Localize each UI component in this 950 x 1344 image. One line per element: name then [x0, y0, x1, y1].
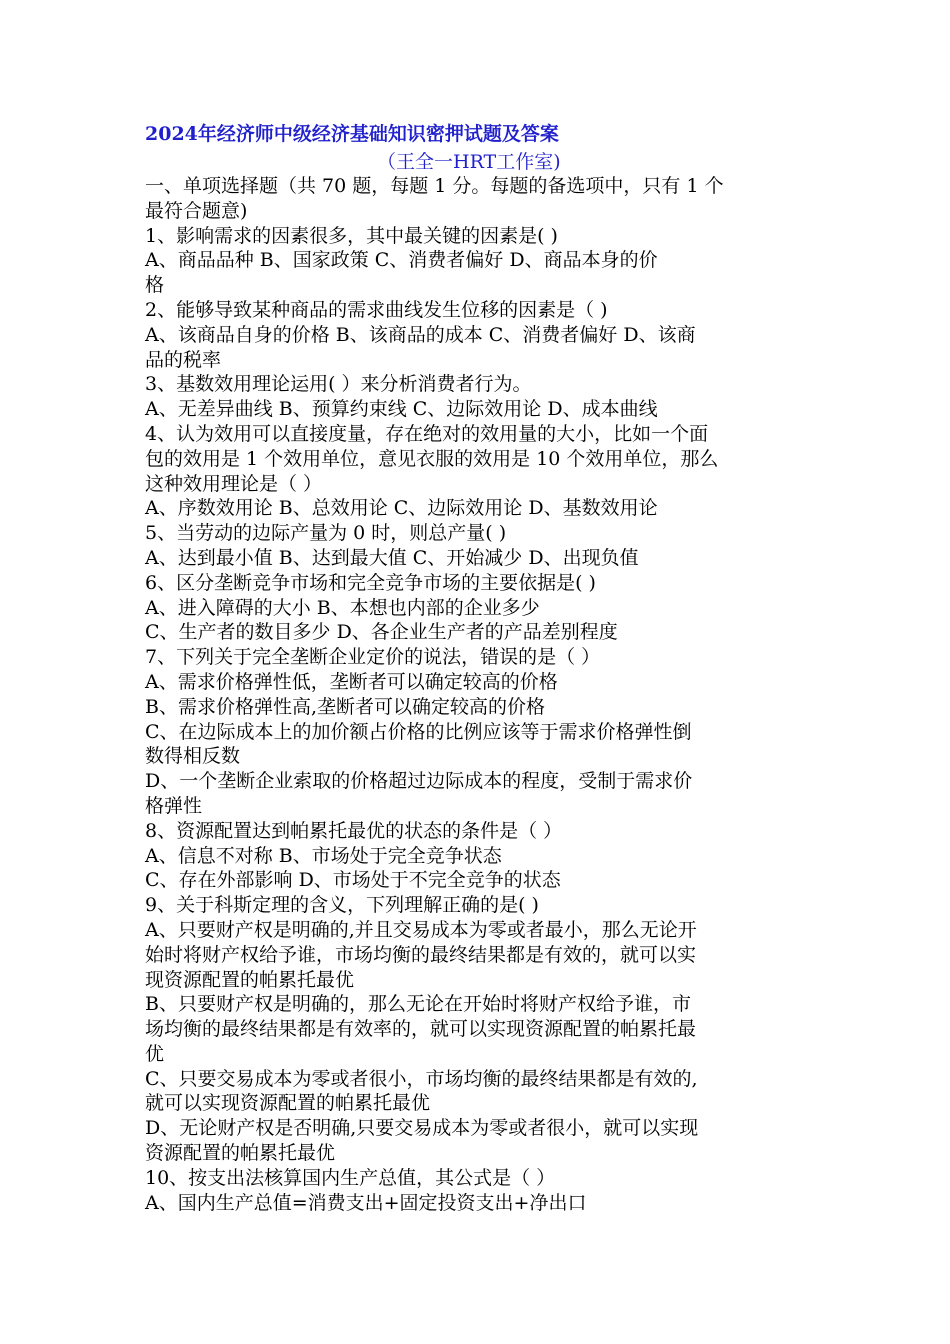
text-line: A、无差异曲线 B、预算约束线 C、边际效用论 D、成本曲线 [145, 398, 658, 421]
text-line: 这种效用理论是（ ） [145, 472, 323, 495]
text-line: 7、下列关于完全垄断企业定价的说法，错误的是（ ） [145, 646, 601, 669]
text-line: 始时将财产权给予谁，市场均衡的最终结果都是有效的，就可以实 [145, 943, 697, 966]
text-line: 4、认为效用可以直接度量，存在绝对的效用量的大小，比如一个面 [145, 422, 709, 445]
text-line: A、达到最小值 B、达到最大值 C、开始减少 D、出现负值 [145, 546, 639, 569]
text-line: 10、按支出法核算国内生产总值，其公式是（ ） [145, 1166, 556, 1189]
text-line: A、需求价格弹性低，垄断者可以确定较高的价格 [145, 670, 558, 693]
text-line: A、国内生产总值=消费支出+固定投资支出+净出口 [145, 1191, 587, 1214]
text-line: B、需求价格弹性高,垄断者可以确定较高的价格 [145, 695, 546, 718]
text-line: 场均衡的最终结果都是有效率的，就可以实现资源配置的帕累托最 [145, 1018, 697, 1041]
text-line: 格弹性 [145, 794, 203, 817]
text-line: 格 [145, 274, 165, 297]
text-line: B、只要财产权是明确的，那么无论在开始时将财产权给予谁，市 [145, 993, 691, 1016]
text-line: D、一个垄断企业索取的价格超过边际成本的程度，受制于需求价 [145, 770, 693, 793]
text-line: 一、单项选择题（共 70 题，每题 1 分。每题的备选项中，只有 1 个 [145, 175, 724, 197]
text-line: 就可以实现资源配置的帕累托最优 [145, 1092, 431, 1115]
doc-title: 2024年经济师中级经济基础知识密押试题及答案 [145, 123, 559, 145]
text-line: 5、当劳动的边际产量为 0 时，则总产量( ) [145, 522, 507, 545]
text-line: 1、影响需求的因素很多，其中最关键的因素是( ) [145, 224, 558, 247]
text-line: 现资源配置的帕累托最优 [145, 968, 355, 991]
document-page [145, 118, 810, 1215]
text-line: 9、关于科斯定理的含义，下列理解正确的是( ) [145, 894, 539, 917]
text-line: C、在边际成本上的加价额占价格的比例应该等于需求价格弹性倒 [145, 720, 692, 743]
text-line: 6、区分垄断竞争市场和完全竞争市场的主要依据是( ) [145, 571, 596, 594]
text-line: 3、基数效用理论运用( ）来分析消费者行为。 [145, 373, 532, 396]
text-line: 最符合题意) [145, 199, 248, 222]
text-line: A、商品品种 B、国家政策 C、消费者偏好 D、商品本身的价 [145, 249, 658, 272]
text-line: C、只要交易成本为零或者很小，市场均衡的最终结果都是有效的, [145, 1067, 698, 1090]
text-line: A、进入障碍的大小 B、本想也内部的企业多少 [145, 596, 540, 619]
text-line: C、生产者的数目多少 D、各企业生产者的产品差别程度 [145, 621, 618, 644]
text-line: A、序数效用论 B、总效用论 C、边际效用论 D、基数效用论 [145, 497, 658, 520]
text-line: 2、能够导致某种商品的需求曲线发生位移的因素是（ ) [145, 298, 608, 321]
text-line: D、无论财产权是否明确,只要交易成本为零或者很小，就可以实现 [145, 1117, 699, 1140]
doc-body [145, 174, 810, 1215]
text-line: 数得相反数 [145, 745, 241, 768]
text-line: A、信息不对称 B、市场处于完全竞争状态 [145, 844, 502, 867]
text-line: 8、资源配置达到帕累托最优的状态的条件是（ ） [145, 819, 563, 842]
text-line: A、该商品自身的价格 B、该商品的成本 C、消费者偏好 D、该商 [145, 323, 696, 346]
text-line: C、存在外部影响 D、市场处于不完全竞争的状态 [145, 869, 561, 892]
text-line: A、只要财产权是明确的,并且交易成本为零或者最小，那么无论开 [145, 918, 697, 941]
text-line: 品的税率 [145, 348, 222, 371]
text-line: 优 [145, 1042, 165, 1065]
doc-subtitle: （王全一HRT工作室) [377, 151, 561, 173]
text-line: 资源配置的帕累托最优 [145, 1142, 336, 1165]
text-line: 包的效用是 1 个效用单位，意见衣服的效用是 10 个效用单位，那么 [145, 447, 719, 470]
